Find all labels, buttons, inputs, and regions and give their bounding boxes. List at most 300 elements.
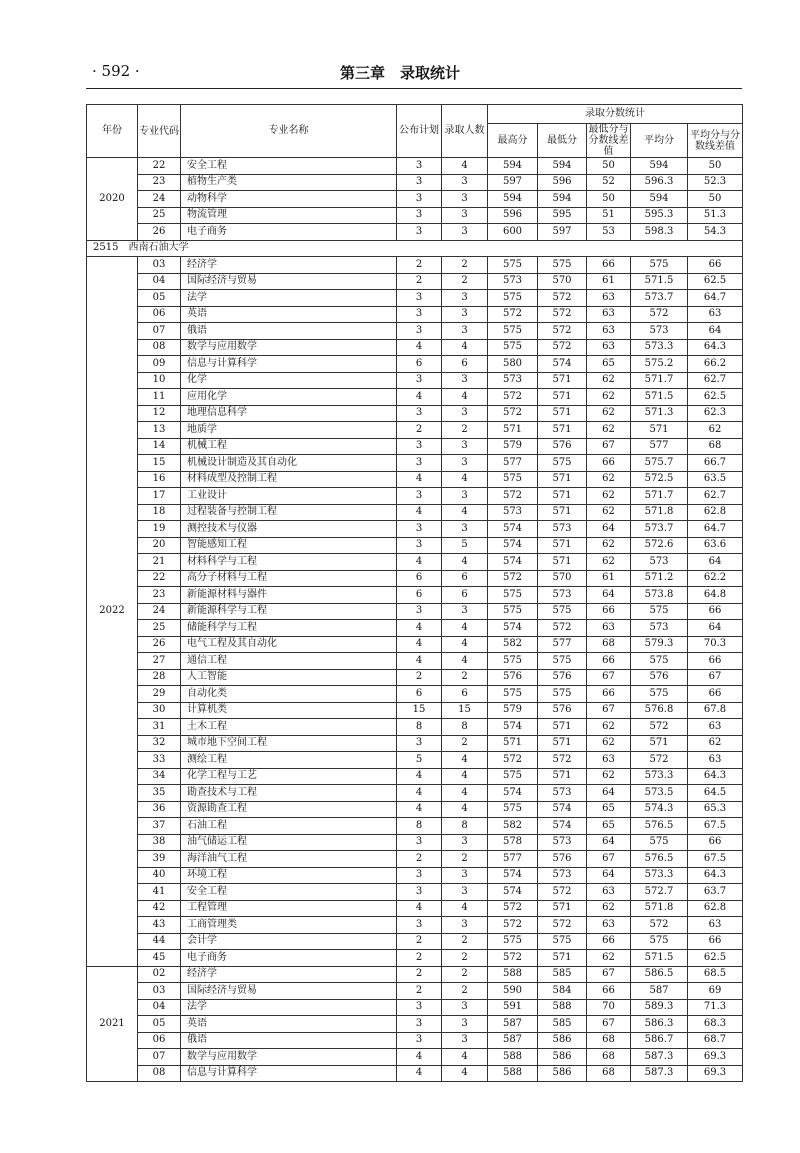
- min-diff-cell: 66: [587, 933, 631, 950]
- min-diff-cell: 62: [587, 422, 631, 439]
- max-cell: 571: [488, 422, 538, 439]
- avg-cell: 571: [631, 422, 688, 439]
- max-cell: 582: [488, 818, 538, 835]
- major-code-cell: 39: [138, 851, 181, 868]
- min-cell: 576: [538, 669, 587, 686]
- avg-cell: 571.5: [631, 273, 688, 290]
- admitted-cell: 2: [442, 966, 488, 983]
- min-cell: 594: [538, 191, 587, 208]
- avg-diff-cell: 51.3: [688, 207, 743, 224]
- table-row: [87, 1049, 743, 1066]
- min-diff-cell: 65: [587, 356, 631, 373]
- planned-cell: 2: [397, 422, 442, 439]
- major-name-cell: 电子商务: [181, 224, 397, 241]
- major-name-cell: 测绘工程: [181, 752, 397, 769]
- admission-table: [86, 104, 743, 1082]
- major-name-cell: 机械工程: [181, 438, 397, 455]
- major-code-cell: 13: [138, 422, 181, 439]
- major-name-cell: 新能源科学与工程: [181, 603, 397, 620]
- min-diff-cell: 63: [587, 306, 631, 323]
- avg-cell: 572: [631, 306, 688, 323]
- admitted-cell: 2: [442, 933, 488, 950]
- major-name-cell: 英语: [181, 306, 397, 323]
- min-diff-cell: 66: [587, 603, 631, 620]
- admitted-cell: 4: [442, 785, 488, 802]
- avg-diff-cell: 66: [688, 686, 743, 703]
- major-code-cell: 21: [138, 554, 181, 571]
- avg-cell: 576.8: [631, 702, 688, 719]
- table-row: [87, 257, 743, 274]
- table-row: [87, 801, 743, 818]
- max-cell: 576: [488, 669, 538, 686]
- major-code-cell: 34: [138, 768, 181, 785]
- table-row: [87, 1016, 743, 1033]
- planned-cell: 2: [397, 257, 442, 274]
- header-score-group: 录取分数统计: [488, 105, 743, 124]
- min-cell: 588: [538, 999, 587, 1016]
- table-row: [87, 702, 743, 719]
- admitted-cell: 2: [442, 257, 488, 274]
- min-diff-cell: 68: [587, 636, 631, 653]
- table-row: [87, 306, 743, 323]
- avg-cell: 573.7: [631, 290, 688, 307]
- major-code-cell: 14: [138, 438, 181, 455]
- avg-cell: 576.5: [631, 818, 688, 835]
- admitted-cell: 4: [442, 900, 488, 917]
- planned-cell: 6: [397, 570, 442, 587]
- min-diff-cell: 62: [587, 405, 631, 422]
- min-diff-cell: 62: [587, 768, 631, 785]
- min-cell: 571: [538, 719, 587, 736]
- major-name-cell: 土木工程: [181, 719, 397, 736]
- avg-cell: 575: [631, 653, 688, 670]
- min-diff-cell: 67: [587, 966, 631, 983]
- max-cell: 572: [488, 752, 538, 769]
- max-cell: 590: [488, 983, 538, 1000]
- min-cell: 576: [538, 702, 587, 719]
- admitted-cell: 2: [442, 983, 488, 1000]
- planned-cell: 6: [397, 686, 442, 703]
- max-cell: 571: [488, 735, 538, 752]
- table-row: [87, 966, 743, 983]
- major-code-cell: 18: [138, 504, 181, 521]
- table-row: [87, 653, 743, 670]
- min-cell: 570: [538, 570, 587, 587]
- table-row: [87, 620, 743, 637]
- planned-cell: 4: [397, 554, 442, 571]
- max-cell: 580: [488, 356, 538, 373]
- avg-diff-cell: 64.3: [688, 768, 743, 785]
- admitted-cell: 2: [442, 950, 488, 967]
- table-row: [87, 735, 743, 752]
- major-name-cell: 智能感知工程: [181, 537, 397, 554]
- min-diff-cell: 70: [587, 999, 631, 1016]
- table-row: [87, 273, 743, 290]
- major-name-cell: 信息与计算科学: [181, 1065, 397, 1082]
- avg-diff-cell: 63.7: [688, 884, 743, 901]
- major-name-cell: 新能源材料与器件: [181, 587, 397, 604]
- major-code-cell: 27: [138, 653, 181, 670]
- planned-cell: 2: [397, 950, 442, 967]
- admitted-cell: 6: [442, 587, 488, 604]
- planned-cell: 3: [397, 290, 442, 307]
- admitted-cell: 4: [442, 620, 488, 637]
- major-name-cell: 材料成型及控制工程: [181, 471, 397, 488]
- min-cell: 573: [538, 834, 587, 851]
- table-row: [87, 917, 743, 934]
- table-row: [87, 570, 743, 587]
- max-cell: 575: [488, 339, 538, 356]
- admitted-cell: 3: [442, 174, 488, 191]
- avg-diff-cell: 64.3: [688, 339, 743, 356]
- major-name-cell: 电子商务: [181, 950, 397, 967]
- major-name-cell: 英语: [181, 1016, 397, 1033]
- avg-diff-cell: 52.3: [688, 174, 743, 191]
- table-row: [87, 867, 743, 884]
- major-code-cell: 31: [138, 719, 181, 736]
- min-cell: 573: [538, 521, 587, 538]
- admitted-cell: 3: [442, 455, 488, 472]
- major-code-cell: 15: [138, 455, 181, 472]
- table-row: [87, 290, 743, 307]
- avg-cell: 571.7: [631, 372, 688, 389]
- avg-cell: 571.5: [631, 950, 688, 967]
- planned-cell: 15: [397, 702, 442, 719]
- avg-cell: 576: [631, 669, 688, 686]
- avg-diff-cell: 64: [688, 620, 743, 637]
- avg-cell: 575: [631, 834, 688, 851]
- planned-cell: 2: [397, 851, 442, 868]
- min-diff-cell: 62: [587, 504, 631, 521]
- admitted-cell: 8: [442, 719, 488, 736]
- admitted-cell: 4: [442, 636, 488, 653]
- min-cell: 575: [538, 455, 587, 472]
- major-code-cell: 30: [138, 702, 181, 719]
- table-row: [87, 455, 743, 472]
- admitted-cell: 3: [442, 999, 488, 1016]
- admitted-cell: 4: [442, 339, 488, 356]
- avg-cell: 594: [631, 191, 688, 208]
- avg-diff-cell: 64.5: [688, 785, 743, 802]
- major-code-cell: 06: [138, 306, 181, 323]
- planned-cell: 4: [397, 768, 442, 785]
- avg-cell: 571.2: [631, 570, 688, 587]
- avg-diff-cell: 64.3: [688, 867, 743, 884]
- min-cell: 571: [538, 768, 587, 785]
- admitted-cell: 3: [442, 867, 488, 884]
- min-diff-cell: 68: [587, 1065, 631, 1082]
- min-cell: 596: [538, 174, 587, 191]
- planned-cell: 2: [397, 966, 442, 983]
- min-diff-cell: 64: [587, 521, 631, 538]
- table-row: [87, 339, 743, 356]
- avg-cell: 572.5: [631, 471, 688, 488]
- major-name-cell: 地理信息科学: [181, 405, 397, 422]
- avg-diff-cell: 64: [688, 554, 743, 571]
- table-body: [87, 158, 743, 1082]
- avg-cell: 587.3: [631, 1065, 688, 1082]
- major-code-cell: 06: [138, 1032, 181, 1049]
- header-avg-diff: 平均分与分数线差值: [688, 124, 743, 158]
- min-diff-cell: 62: [587, 900, 631, 917]
- table-row: [87, 537, 743, 554]
- planned-cell: 4: [397, 900, 442, 917]
- avg-cell: 586.5: [631, 966, 688, 983]
- planned-cell: 3: [397, 438, 442, 455]
- major-name-cell: 油气储运工程: [181, 834, 397, 851]
- avg-diff-cell: 62.2: [688, 570, 743, 587]
- max-cell: 578: [488, 834, 538, 851]
- min-cell: 575: [538, 933, 587, 950]
- admitted-cell: 3: [442, 290, 488, 307]
- min-cell: 585: [538, 966, 587, 983]
- major-code-cell: 08: [138, 1065, 181, 1082]
- planned-cell: 2: [397, 933, 442, 950]
- avg-diff-cell: 67: [688, 669, 743, 686]
- avg-cell: 575: [631, 933, 688, 950]
- avg-cell: 573: [631, 323, 688, 340]
- planned-cell: 3: [397, 884, 442, 901]
- min-cell: 586: [538, 1032, 587, 1049]
- min-diff-cell: 68: [587, 1049, 631, 1066]
- admitted-cell: 5: [442, 537, 488, 554]
- avg-cell: 573.3: [631, 867, 688, 884]
- min-cell: 572: [538, 323, 587, 340]
- min-cell: 570: [538, 273, 587, 290]
- planned-cell: 3: [397, 521, 442, 538]
- avg-diff-cell: 66.2: [688, 356, 743, 373]
- planned-cell: 3: [397, 158, 442, 175]
- major-name-cell: 地质学: [181, 422, 397, 439]
- min-cell: 575: [538, 603, 587, 620]
- avg-cell: 595.3: [631, 207, 688, 224]
- table-row: [87, 884, 743, 901]
- min-cell: 575: [538, 686, 587, 703]
- min-cell: 576: [538, 438, 587, 455]
- major-code-cell: 40: [138, 867, 181, 884]
- major-code-cell: 05: [138, 290, 181, 307]
- admitted-cell: 4: [442, 653, 488, 670]
- planned-cell: 6: [397, 356, 442, 373]
- min-diff-cell: 63: [587, 323, 631, 340]
- min-diff-cell: 62: [587, 537, 631, 554]
- avg-cell: 587: [631, 983, 688, 1000]
- avg-diff-cell: 50: [688, 191, 743, 208]
- major-name-cell: 工业设计: [181, 488, 397, 505]
- admitted-cell: 3: [442, 917, 488, 934]
- planned-cell: 4: [397, 339, 442, 356]
- major-name-cell: 材料科学与工程: [181, 554, 397, 571]
- admitted-cell: 4: [442, 1049, 488, 1066]
- admitted-cell: 3: [442, 191, 488, 208]
- major-name-cell: 测控技术与仪器: [181, 521, 397, 538]
- planned-cell: 8: [397, 818, 442, 835]
- planned-cell: 3: [397, 372, 442, 389]
- avg-diff-cell: 66.7: [688, 455, 743, 472]
- min-diff-cell: 53: [587, 224, 631, 241]
- avg-diff-cell: 69.3: [688, 1065, 743, 1082]
- min-cell: 594: [538, 158, 587, 175]
- major-code-cell: 25: [138, 207, 181, 224]
- page-number: · 592 ·: [92, 62, 140, 80]
- major-code-cell: 25: [138, 620, 181, 637]
- major-name-cell: 电气工程及其自动化: [181, 636, 397, 653]
- major-code-cell: 05: [138, 1016, 181, 1033]
- major-name-cell: 应用化学: [181, 389, 397, 406]
- planned-cell: 2: [397, 669, 442, 686]
- school-header-row: [87, 240, 743, 257]
- major-name-cell: 工程管理: [181, 900, 397, 917]
- planned-cell: 3: [397, 603, 442, 620]
- min-diff-cell: 66: [587, 686, 631, 703]
- major-code-cell: 17: [138, 488, 181, 505]
- min-diff-cell: 62: [587, 372, 631, 389]
- avg-diff-cell: 66: [688, 834, 743, 851]
- max-cell: 574: [488, 620, 538, 637]
- major-code-cell: 36: [138, 801, 181, 818]
- avg-cell: 598.3: [631, 224, 688, 241]
- min-cell: 571: [538, 735, 587, 752]
- avg-diff-cell: 62.7: [688, 372, 743, 389]
- min-cell: 572: [538, 290, 587, 307]
- avg-diff-cell: 63: [688, 306, 743, 323]
- major-code-cell: 16: [138, 471, 181, 488]
- planned-cell: 3: [397, 174, 442, 191]
- avg-diff-cell: 69: [688, 983, 743, 1000]
- admitted-cell: 4: [442, 752, 488, 769]
- min-cell: 574: [538, 818, 587, 835]
- max-cell: 572: [488, 389, 538, 406]
- avg-diff-cell: 62.5: [688, 273, 743, 290]
- min-cell: 572: [538, 752, 587, 769]
- avg-diff-cell: 71.3: [688, 999, 743, 1016]
- min-cell: 571: [538, 554, 587, 571]
- major-code-cell: 23: [138, 587, 181, 604]
- avg-cell: 573.3: [631, 768, 688, 785]
- min-cell: 571: [538, 537, 587, 554]
- major-code-cell: 43: [138, 917, 181, 934]
- major-name-cell: 化学工程与工艺: [181, 768, 397, 785]
- avg-cell: 575: [631, 686, 688, 703]
- major-code-cell: 28: [138, 669, 181, 686]
- table-row: [87, 372, 743, 389]
- max-cell: 575: [488, 653, 538, 670]
- min-diff-cell: 68: [587, 1032, 631, 1049]
- avg-cell: 577: [631, 438, 688, 455]
- table-row: [87, 983, 743, 1000]
- planned-cell: 3: [397, 207, 442, 224]
- major-name-cell: 法学: [181, 999, 397, 1016]
- planned-cell: 3: [397, 1016, 442, 1033]
- table-row: [87, 158, 743, 175]
- min-diff-cell: 67: [587, 669, 631, 686]
- major-code-cell: 10: [138, 372, 181, 389]
- max-cell: 575: [488, 587, 538, 604]
- avg-cell: 573.7: [631, 521, 688, 538]
- major-code-cell: 38: [138, 834, 181, 851]
- table-row: [87, 422, 743, 439]
- admitted-cell: 3: [442, 323, 488, 340]
- avg-cell: 575.7: [631, 455, 688, 472]
- table-row: [87, 554, 743, 571]
- table-row: [87, 851, 743, 868]
- planned-cell: 3: [397, 405, 442, 422]
- header-avg: 平均分: [631, 124, 688, 158]
- admitted-cell: 2: [442, 422, 488, 439]
- planned-cell: 4: [397, 1049, 442, 1066]
- table-row: [87, 785, 743, 802]
- min-cell: 574: [538, 801, 587, 818]
- min-diff-cell: 62: [587, 735, 631, 752]
- min-cell: 571: [538, 422, 587, 439]
- avg-diff-cell: 62: [688, 422, 743, 439]
- avg-diff-cell: 62.8: [688, 504, 743, 521]
- planned-cell: 5: [397, 752, 442, 769]
- max-cell: 574: [488, 554, 538, 571]
- max-cell: 587: [488, 1032, 538, 1049]
- min-cell: 572: [538, 620, 587, 637]
- planned-cell: 3: [397, 455, 442, 472]
- table-row: [87, 224, 743, 241]
- max-cell: 572: [488, 900, 538, 917]
- min-diff-cell: 63: [587, 917, 631, 934]
- admitted-cell: 2: [442, 273, 488, 290]
- avg-cell: 575.2: [631, 356, 688, 373]
- table-row: [87, 587, 743, 604]
- min-cell: 575: [538, 653, 587, 670]
- avg-diff-cell: 63: [688, 752, 743, 769]
- min-diff-cell: 64: [587, 834, 631, 851]
- avg-cell: 572: [631, 719, 688, 736]
- major-name-cell: 国际经济与贸易: [181, 983, 397, 1000]
- planned-cell: 3: [397, 537, 442, 554]
- avg-diff-cell: 66: [688, 933, 743, 950]
- avg-diff-cell: 66: [688, 653, 743, 670]
- avg-cell: 594: [631, 158, 688, 175]
- avg-diff-cell: 67.5: [688, 851, 743, 868]
- major-code-cell: 03: [138, 257, 181, 274]
- major-code-cell: 44: [138, 933, 181, 950]
- max-cell: 591: [488, 999, 538, 1016]
- min-cell: 571: [538, 389, 587, 406]
- avg-cell: 572: [631, 917, 688, 934]
- min-cell: 585: [538, 1016, 587, 1033]
- min-cell: 571: [538, 405, 587, 422]
- min-cell: 571: [538, 504, 587, 521]
- min-cell: 572: [538, 917, 587, 934]
- max-cell: 579: [488, 438, 538, 455]
- admitted-cell: 3: [442, 603, 488, 620]
- major-code-cell: 11: [138, 389, 181, 406]
- max-cell: 572: [488, 950, 538, 967]
- table-row: [87, 768, 743, 785]
- major-name-cell: 储能科学与工程: [181, 620, 397, 637]
- min-diff-cell: 66: [587, 653, 631, 670]
- major-code-cell: 24: [138, 603, 181, 620]
- min-cell: 576: [538, 851, 587, 868]
- min-diff-cell: 67: [587, 438, 631, 455]
- admitted-cell: 4: [442, 471, 488, 488]
- major-name-cell: 机械设计制造及其自动化: [181, 455, 397, 472]
- admitted-cell: 4: [442, 1065, 488, 1082]
- table-row: [87, 999, 743, 1016]
- major-name-cell: 动物科学: [181, 191, 397, 208]
- major-code-cell: 35: [138, 785, 181, 802]
- major-code-cell: 03: [138, 983, 181, 1000]
- avg-diff-cell: 62.8: [688, 900, 743, 917]
- major-name-cell: 化学: [181, 372, 397, 389]
- min-cell: 573: [538, 867, 587, 884]
